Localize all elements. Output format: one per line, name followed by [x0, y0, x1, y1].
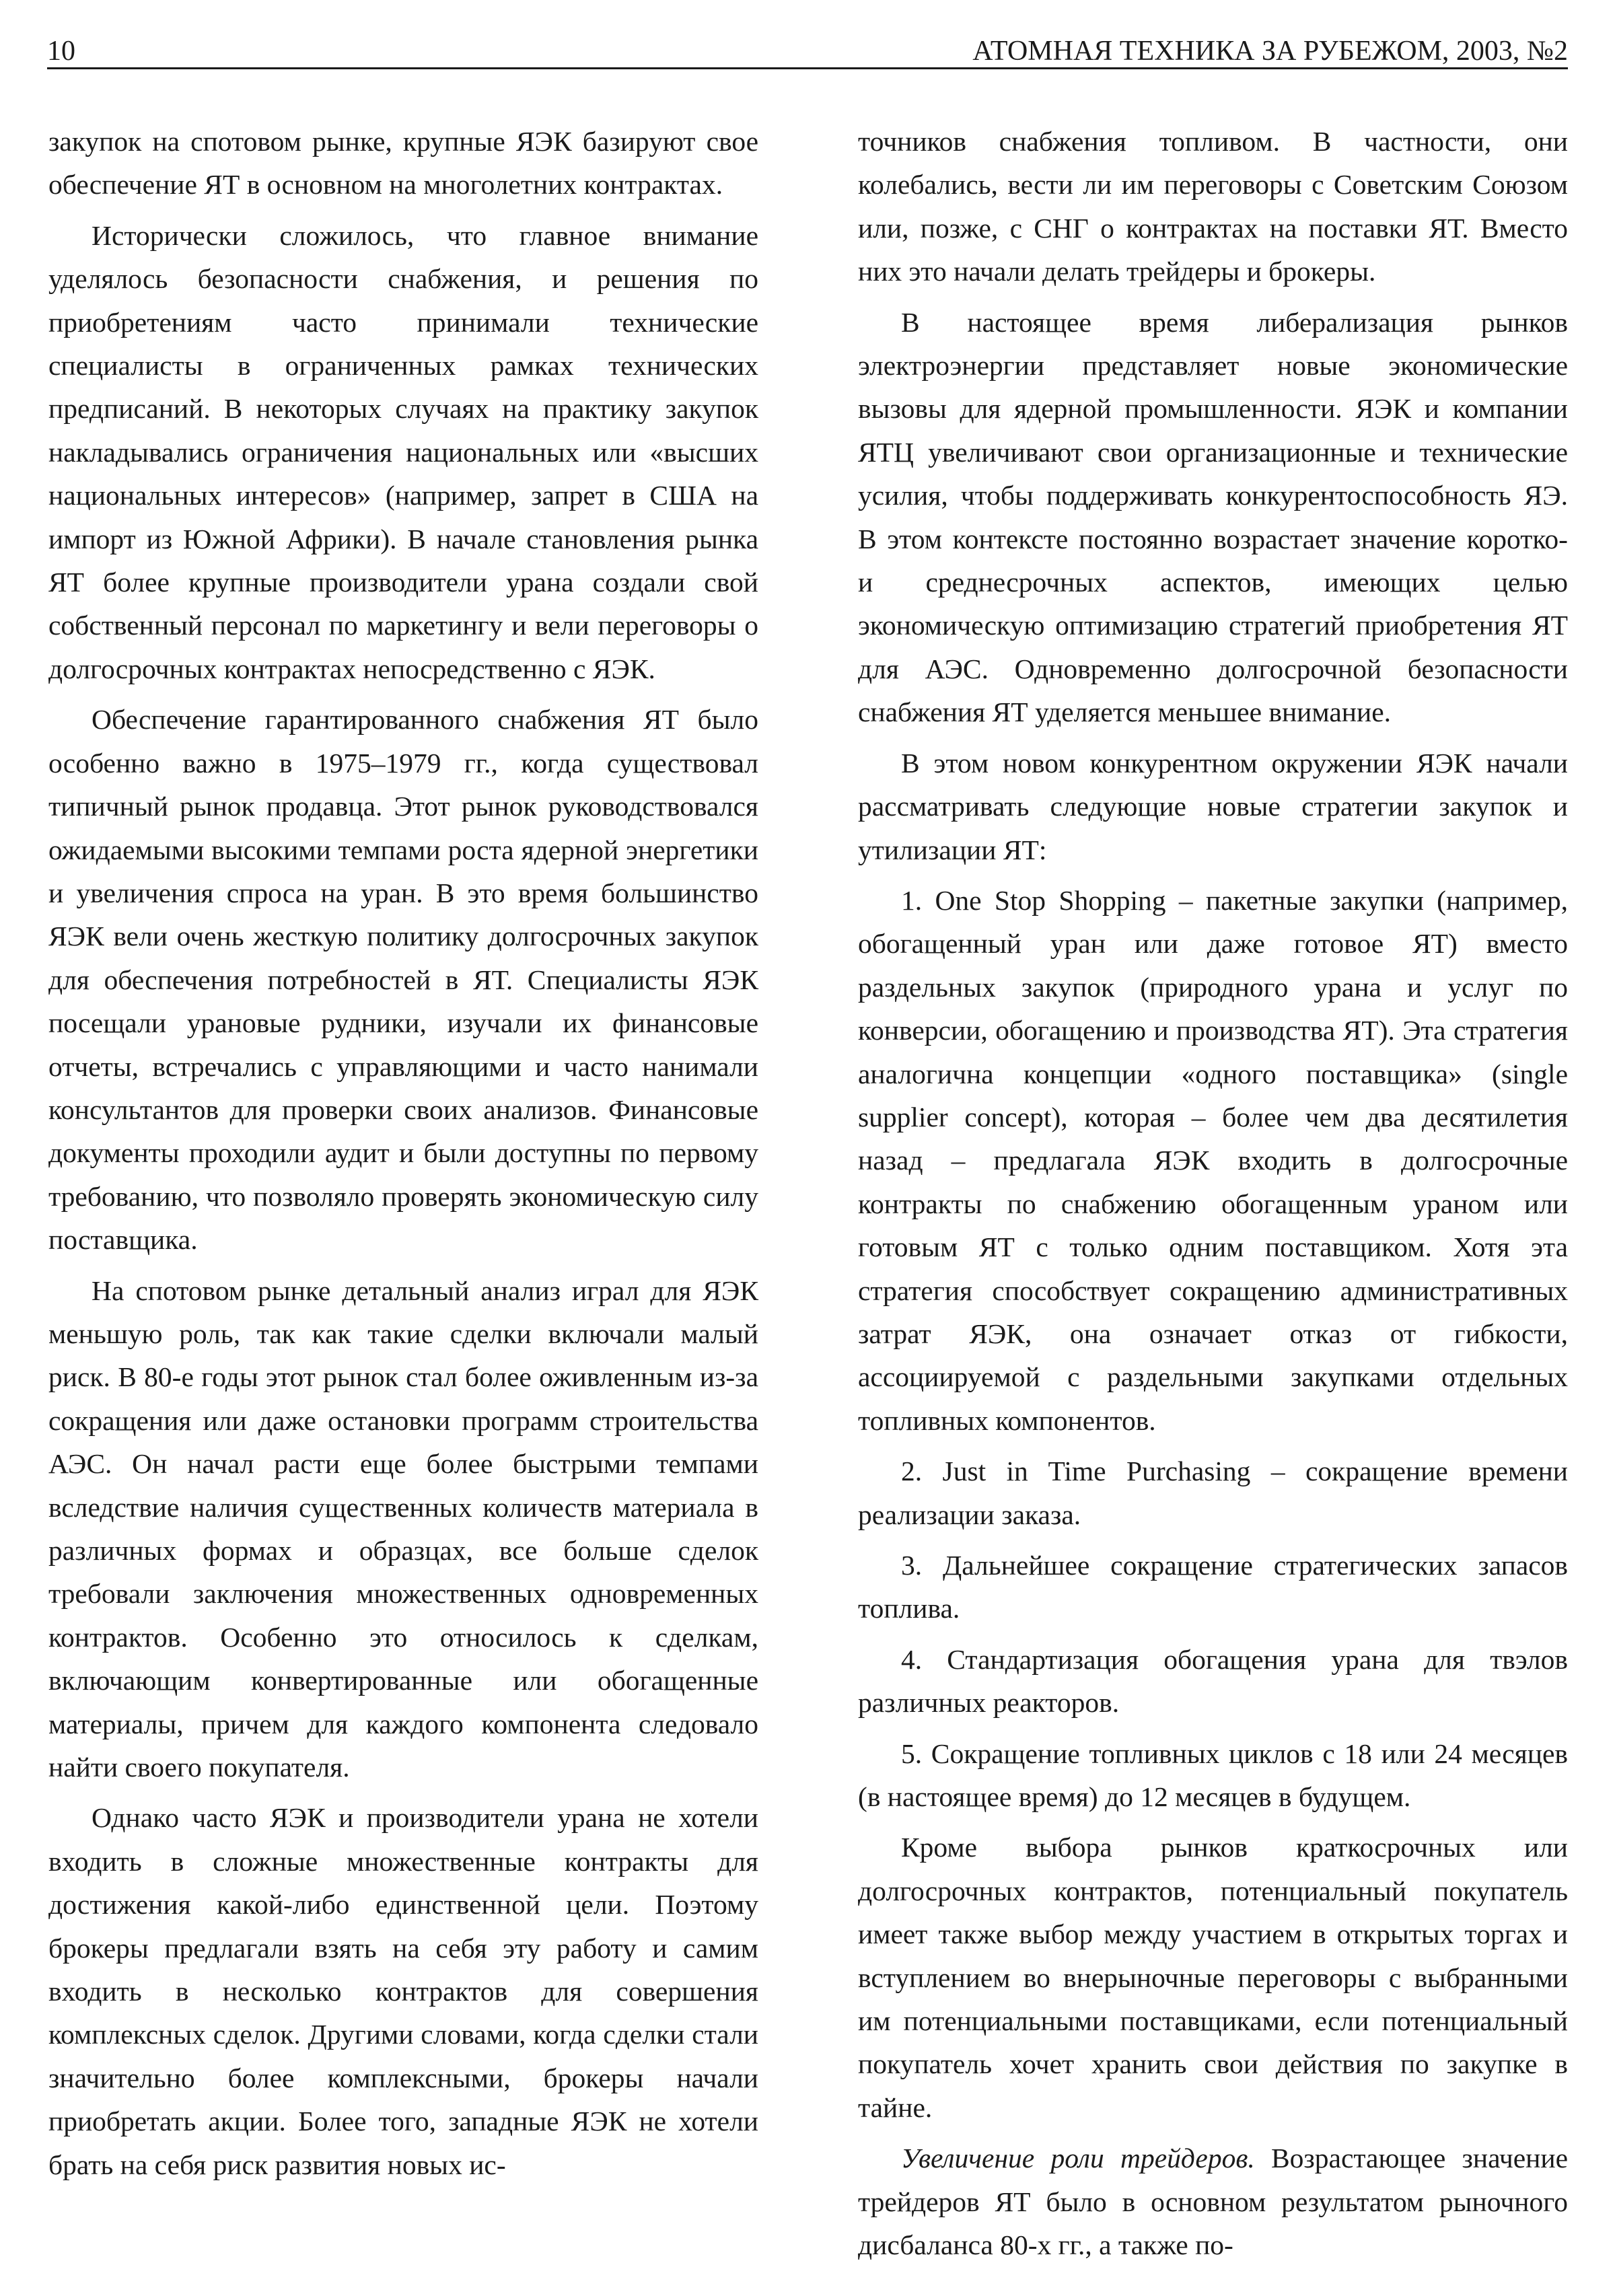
journal-title: АТОМНАЯ ТЕХНИКА ЗА РУБЕЖОМ, 2003, №2	[972, 35, 1568, 67]
list-item: 1. One Stop Shopping – пакетные закупки (например, обогащенный уран или даже готовое ЯТ) вместо раздельных закупок (природного урана и услуг по конверсии, обогащению и производства ЯТ). Эта стратегия аналогична концепции «одного поставщика» (single supplier concept), которая – более чем два десятилетия назад – предлагала ЯЭК входить в долгосрочные контракты по снабжению обогащенным ураном или готовым ЯТ с только одним поставщиком. Хотя эта стратегия способствует сокращению административных затрат ЯЭК, она означает отказ от гибкости, ассоциируемой с раздельными закупками отдельных топливных компонентов.	[858, 884, 1568, 1436]
running-header	[47, 20, 1568, 67]
paragraph: В настоящее время либерализация рынков электроэнергии представляет новые экономические вызовы для ядерной промышленности. ЯЭК и компании ЯТЦ увеличивают свои организационные и технические усилия, чтобы поддерживать конкурентоспособность ЯЭ. В этом контексте постоянно возрастает значение коротко- и среднесрочных аспектов, имеющих целью экономическую оптимизацию стратегий приобретения ЯТ для АЭС. Одновременно долгосрочной безопасности снабжения ЯТ уделяется меньшее внимание.	[858, 306, 1568, 728]
header-rule	[47, 67, 1568, 69]
list-item: 3. Дальнейшее сокращение стратегических запасов топлива.	[858, 1550, 1568, 1624]
paragraph: Обеспечение гарантированного снабжения ЯТ было особенно важно в 1975–1979 гг., когда существовал типичный рынок продавца. Этот рынок руководствовался ожидаемыми высокими темпами роста ядерной энергетики и увеличения спроса на уран. В это время большинство ЯЭК вели очень жесткую политику долгосрочных закупок для обеспечения потребностей в ЯТ. Специалисты ЯЭК посещали урановые рудники, изучали их финансовые отчеты, встречались с управляющими и часто нанимали консультантов для проверки своих анализов. Финансовые документы проходили аудит и были доступны по первому требованию, что позволяло проверять экономическую силу поставщика.	[48, 704, 758, 1256]
paragraph: Кроме выбора рынков краткосрочных или долгосрочных контрактов, потенциальный покупатель имеет также выбор между участием в открытых торгах и вступлением во внерыночные переговоры с выбранными им потенциальными поставщиками, если потенциальный покупатель хочет хранить свои действия по закупке в тайне.	[858, 1832, 1568, 2123]
paragraph: На спотовом рынке детальный анализ играл для ЯЭК меньшую роль, так как такие сделки включали малый риск. В 80-е годы этот рынок стал более оживленным из-за сокращения или даже остановки программ строительства АЭС. Он начал расти еще более быстрыми темпами вследствие наличия существенных количеств материала в различных формах и образцах, все больше сделок требовали заключения множественных одновременных контрактов. Особенно это относилось к сделкам, включающим конвертированные или обогащенные материалы, причем для каждого компонента следовало найти своего покупателя.	[48, 1275, 758, 1783]
section-run-in-heading: Увеличение роли трейдеров.	[901, 2143, 1255, 2174]
paragraph-text: Возрастающее значение трейдеров ЯТ было в основном результатом рыночного дисбаланса 80-х гг., а также по-	[858, 2143, 1568, 2261]
paragraph: Однако часто ЯЭК и производители урана не хотели входить в сложные множественные контракты для достижения какой-либо единственной цели. Поэтому брокеры предлагали взять на себя эту работу и самим входить в несколько контрактов для совершения комплексных сделок. Другими словами, когда сделки стали значительно более комплексными, брокеры начали приобретать акции. Более того, западные ЯЭК не хотели брать на себя риск развития новых ис-	[48, 1802, 758, 2180]
page-number: 10	[47, 35, 75, 67]
paragraph: закупок на спотовом рынке, крупные ЯЭК базируют свое обеспечение ЯТ в основном на многолетних контрактах.	[48, 126, 758, 201]
left-column	[48, 120, 758, 2269]
list-item: 2. Just in Time Purchasing – сокращение времени реализации заказа.	[858, 1456, 1568, 1530]
list-item: 4. Стандартизация обогащения урана для твэлов различных реакторов.	[858, 1643, 1568, 1719]
paragraph: точников снабжения топливом. В частности, они колебались, вести ли им переговоры с Советским Союзом или, позже, с СНГ о контрактах на поставки ЯТ. Вместо них это начали делать трейдеры и брокеры.	[858, 126, 1568, 287]
right-column	[858, 120, 1568, 2269]
paragraph	[858, 2137, 1568, 2266]
text-columns	[48, 120, 1568, 2269]
list-item: 5. Сокращение топливных циклов с 18 или 24 месяцев (в настоящее время) до 12 месяцев в будущем.	[858, 1737, 1568, 1813]
paragraph: Исторически сложилось, что главное внимание уделялось безопасности снабжения, и решения по приобретениям часто принимали технические специалисты в ограниченных рамках технических предписаний. В некоторых случаях на практику закупок накладывались ограничения национальных или «высших национальных интересов» (например, запрет в США на импорт из Южной Африки). В начале становления рынка ЯТ более крупные производители урана создали свой собственный персонал по маркетингу и вели переговоры о долгосрочных контрактах непосредственно с ЯЭК.	[48, 219, 758, 684]
paragraph: В этом новом конкурентном окружении ЯЭК начали рассматривать следующие новые стратегии закупок и утилизации ЯТ:	[858, 747, 1568, 865]
